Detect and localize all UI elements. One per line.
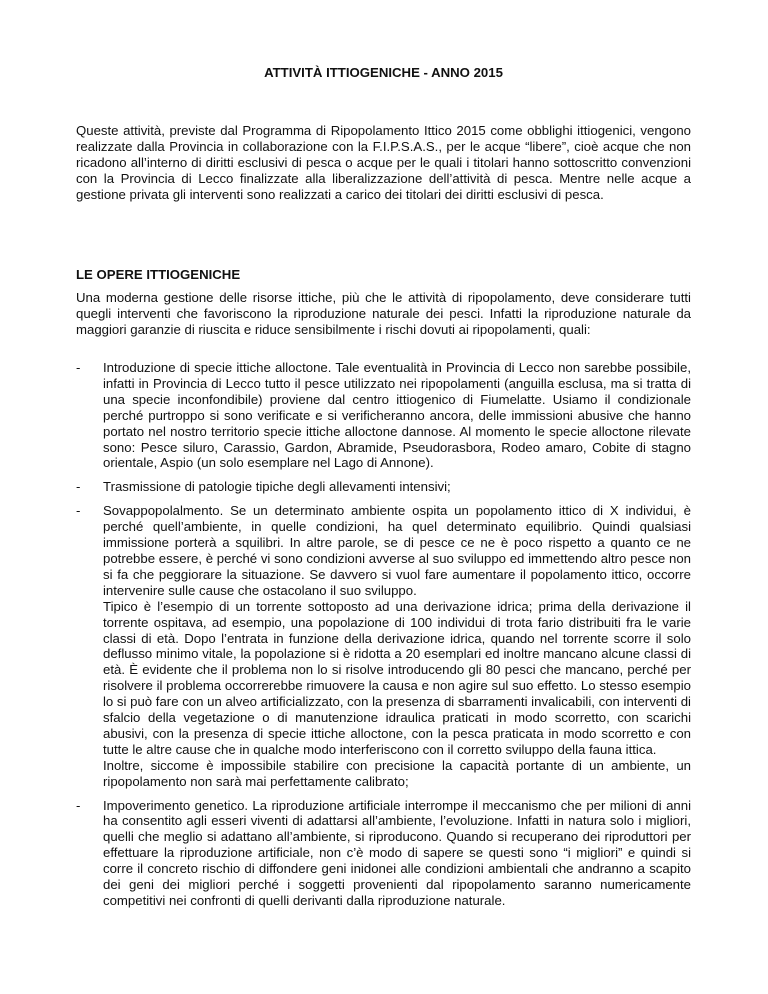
risks-list [76,360,691,917]
list-item-pathologies [76,479,691,495]
intro-paragraph: Queste attività, previste dal Programma di Ripopolamento Ittico 2015 come obblighi ittiogenici, vengono realizzate dalla Provincia in collaborazione con la F.I.P.S.A.S., per le acque “libere”, cioè acque che non ricadono all’interno di diritti esclusivi di pesca o acque per le quali i titolari hanno sottoscritto convenzioni con la Provincia di Lecco finalizzate alla liberalizzazione dell’attività di pesca. Mentre nelle acque a gestione privata gli interventi sono realizzati a carico dei titolari dei diritti esclusivi di pesca. [76,123,691,202]
list-item-overpopulation [76,503,691,789]
list-item-text: Trasmissione di patologie tipiche degli allevamenti intensivi; [103,479,451,495]
list-item-genetic-impoverishment [76,798,691,909]
list-item-text: Impoverimento genetico. La riproduzione artificiale interrompe il meccanismo che per milioni di anni ha consentito agli esseri viventi di adattarsi all’ambiente, l’evoluzione. Infatti in natura solo i migliori, quelli che meglio si adattano all’ambiente, si riproducono. Quando si recuperano dei riproduttori per effettuare la riproduzione artificiale, non c’è modo di sapere se questi sono “i migliori” e quindi si corre il concreto rischio di diffondere geni inidonei alle condizioni ambientali che andranno a scapito dei geni dei migliori perché i soggetti provenienti dal ripopolamento saranno numericamente competitivi nei confronti di quelli derivanti dalla riproduzione naturale. [103,797,691,908]
section-heading: LE OPERE ITTIOGENICHE [76,267,241,282]
dash-bullet: - [76,479,81,495]
dash-bullet: - [76,360,81,375]
dash-bullet: - [76,503,81,519]
list-item-alien-species [76,360,691,471]
document-title: ATTIVITÀ ITTIOGENICHE - ANNO 2015 [264,65,503,80]
list-item-text: Sovappopolalmento. Se un determinato ambiente ospita un popolamento ittico di X individui, è perché quell’ambiente, in quelle condizioni, ha quel determinato equilibrio. Quindi qualsiasi immissione porterà a squilibri. In altre parole, se di pesce ce ne è poco rispetto a quanto ce ne potrebbe essere, è perché vi sono condizioni avverse al suo sviluppo ed immettendo altro pesce non si fa che peggiorare la situazione. Se davvero si vuol fare aumentare il popolamento ittico, occorre intervenire sulle cause che ostacolano il suo sviluppo. [103,503,691,598]
section-intro-paragraph: Una moderna gestione delle risorse ittiche, più che le attività di ripopolamento, deve considerare tutti quegli interventi che favoriscono la riproduzione naturale dei pesci. Infatti la riproduzione naturale da maggiori garanzie di riuscita e riduce sensibilmente i rischi dovuti ai ripopolamenti, quali: [76,290,691,337]
list-item-text-conclusion: Inoltre, siccome è impossibile stabilire con precisione la capacità portante di un ambiente, un ripopolamento non sarà mai perfettamente calibrato; [103,757,691,789]
list-item-text: Introduzione di specie ittiche alloctone. Tale eventualità in Provincia di Lecco non sarebbe possibile, infatti in Provincia di Lecco tutto il pesce utilizzato nei ripopolamenti (anguilla esclusa, ma si tratta di una specie inconfondibile) proviene dal centro ittiogenico di Fiumelatte. Usiamo il condizionale perché purtroppo si sono verificate e si verificheranno ancora, delle immissioni abusive che hanno portato nel nostro territorio specie ittiche alloctone dannose. Al momento le specie alloctone rilevate sono: Pesce siluro, Carassio, Gardon, Abramide, Pseudorasbora, Rodeo amaro, Cobite di stagno orientale, Aspio (un solo esemplare nel Lago di Annone). [103,360,691,471]
list-item-text-example: Tipico è l’esempio di un torrente sottoposto ad una derivazione idrica; prima della derivazione il torrente ospitava, ad esempio, una popolazione di 100 individui di trota fario distribuiti fra le varie classi di età. Dopo l’entrata in funzione della derivazione idrica, quando nel torrente scorre il solo deflusso minimo vitale, la popolazione si è ridotta a 20 esemplari ed inoltre mancano alcune classi di età. È evidente che il problema non lo si risolve introducendo gli 80 pesci che mancano, perché per risolvere il problema occorrerebbe rimuovere la causa e non agire sul suo effetto. Lo stesso esempio lo si può fare con un alveo artificializzato, con la presenza di sbarramenti invalicabili, con interventi di sfalcio della vegetazione o di manutenzione idraulica praticati in modo scorretto, con scarichi abusivi, con la presenza di specie ittiche alloctone, con la pesca praticata in modo scorretto e con tutte le altre cause che in qualche modo interferiscono con il corretto sviluppo della fauna ittica. [103,598,691,757]
dash-bullet: - [76,797,81,813]
